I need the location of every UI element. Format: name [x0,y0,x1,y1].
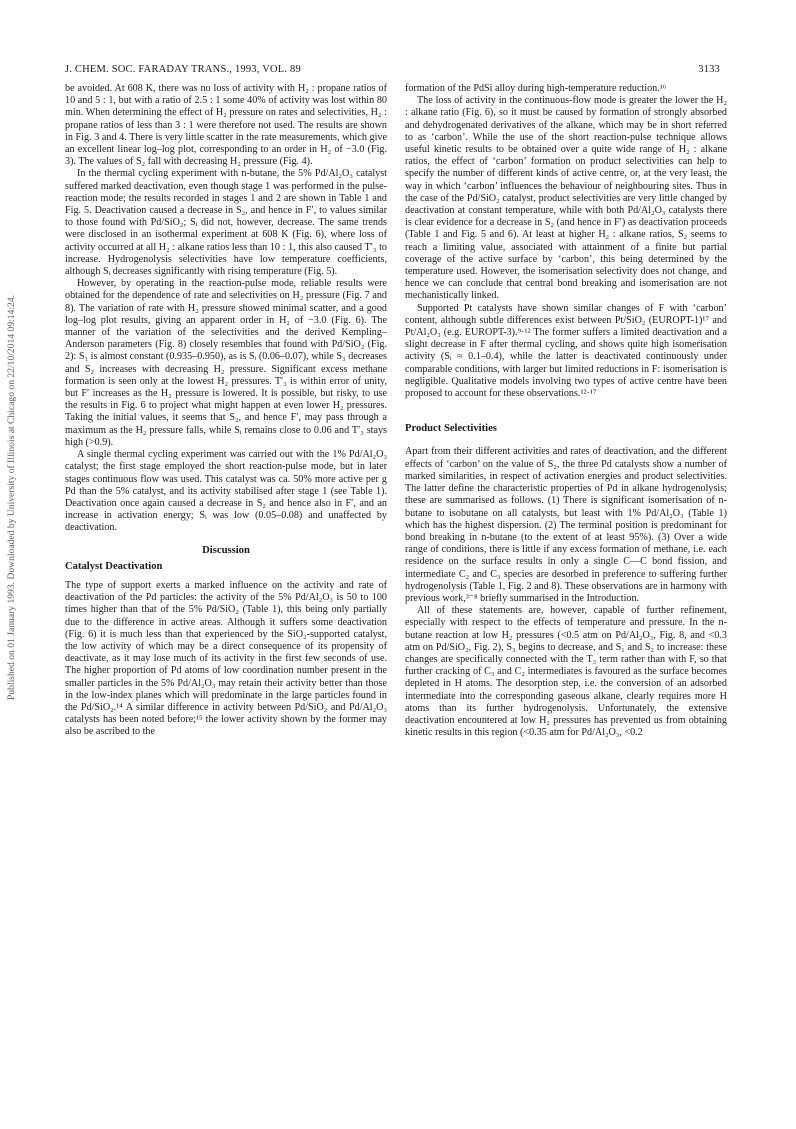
paragraph: The loss of activity in the continuous-flow mode is greater the lower the H₂ : alkane ratio (Fig. 6), so it must be caused by formation of strongly absorbed and dehydrogenated derivatives of the alkane, which may be in short referred to as ‘carbon’. While the use of the short reaction-pulse technique allows useful kinetic results to be obtained over a quite wide range of H₂ : alkane ratios, the effect of ‘carbon’ formation on product selectivities can help to specify the number of different kinds of active centre, or, at the very least, the way in which ‘carbon’ influences the behaviour of neighbouring sites. Thus in the case of the Pd/SiO₂ catalyst, product selectivities are very little changed by deactivation at constant temperature, while with both Pd/Al₂O₃ catalysts there is clear evidence for a decrease in S₂ (and hence in F′) as deactivation proceeds (Table 1 and Fig. 5 and 6). At least at higher H₂ : alkane ratios, S₂ seems to reach a limiting value, associated with attainment of a finite but partial coverage of the active surface by ‘carbon’, this being determined by the temperature used. However, the isomerisation selectivity does not change, and hence we can conclude that central bond breaking and isomerisation are not mechanistically linked. [405,95,727,302]
subsection-heading-catalyst-deactivation: Catalyst Deactivation [65,560,163,572]
paragraph: be avoided. At 608 K, there was no loss of activity with H₂ : propane ratios of 10 and 5 : 1, but with a ratio of 2.5 : 1 some 40% of activity was lost within 80 min. When determining the effect of H₂ pressure on rates and selectivities, H₂ : propane ratios of less than 3 : 1 were therefore not used. The results are shown in Fig. 3 and 4. There is very little scatter in the rate measurements, which give an excellent linear log–log plot, corresponding to an order in H₂ of −3.0 (Fig. 3). The values of S₂ fall with decreasing H₂ pressure (Fig. 4). [65,83,387,168]
download-watermark [4,180,20,700]
running-header [65,64,720,78]
subsection-heading-product-selectivities: Product Selectivities [405,423,497,435]
download-watermark-text: Published on 01 January 1993. Downloaded by University of Illinois at Chicago on 22/10/2014 09:14:24. [6,294,17,700]
left-column [65,83,387,739]
paragraph: A single thermal cycling experiment was carried out with the 1% Pd/Al₂O₃ catalyst; the first stage employed the short reaction-pulse mode, but in later stages continuous flow was used. This catalyst was ca. 50% more active per g Pd than the 5% catalyst, and its activity stabilised after stage 1 (see Table 1). Deactivation once again caused a decrease in S₂ and hence also in F′, and an increase in activation energy; Sᵢ was low (0.05–0.08) and unaffected by deactivation. [65,449,387,534]
section-heading-discussion: Discussion [202,544,250,556]
journal-citation: J. CHEM. SOC. FARADAY TRANS., 1993, VOL. 89 [65,64,301,75]
paragraph: All of these statements are, however, capable of further refinement, especially with respect to the effects of temperature and pressure. In the n-butane reaction at low H₂ pressures (<0.5 atm on Pd/Al₂O₃, Fig. 8, and <0.3 atm on Pd/SiO₂, Fig. 2), S₃ begins to decrease, and S₁ and S₂ to increase: these changes are specifically connected with the T₃ term rather than with F, so that further cracking of C₃ and C₂ intermediates is favoured as the surface becomes depleted in H atoms. The desorption step, i.e. the conversion of an adsorbed intermediate into the corresponding gaseous alkane, clearly requires more H atoms than its further hydrogenolysis. Unfortunately, the extensive deactivation encountered at low H₂ pressures has prevented us from obtaining kinetic results in this region (<0.35 atm for Pd/Al₂O₃, <0.2 [405,605,727,739]
page-number: 3133 [698,64,720,75]
paragraph: formation of the PdSi alloy during high-temperature reduction.¹⁶ [405,83,667,94]
paragraph: The type of support exerts a marked influence on the activity and rate of deactivation of the Pd particles: the activity of the 5% Pd/Al₂O₃ is 50 to 100 times higher than that of the 5% Pd/SiO₂ (Table 1), this being only partially due to the difference in active areas. Although it suffers some deactivation (Fig. 6) it is much less than that experienced by the SiO₂-supported catalyst, the low activity of which may be a direct consequence of its propensity of deactivate, as it may lose much of its activity in the first few seconds of use. The higher proportion of Pd atoms of low coordination number present in the smaller particles in the 5% Pd/Al₂O₃ may retain their activity better than those in the low-index planes which will predominate in the large particles found in the Pd/SiO₂.¹⁴ A similar difference in activity between Pd/SiO₂ and Pd/Al₂O₃ catalysts has been noted before;¹⁵ the lower activity shown by the former may also be ascribed to the [65,579,387,738]
right-column [405,83,727,739]
paragraph: Supported Pt catalysts have shown similar changes of F with ‘carbon’ content, although subtle differences exist between Pt/SiO₂ (EUROPT-1)¹⁷ and Pt/Al₂O₃ (e.g. EUROPT-3).⁹·¹² The former suffers a limited deactivation and a slight decrease in F after thermal cycling, and shows quite high isomerisation activity (Sᵢ ≈ 0.1–0.4), while the latter is deactivated continuously under comparable conditions, with larger but limited reductions in F: isomerisation is negligible. Qualitative models involving two types of active centre have been proposed to account for these observations.¹²·¹⁷ [405,302,727,400]
paragraph: In the thermal cycling experiment with n-butane, the 5% Pd/Al₂O₃ catalyst suffered marked deactivation, even though stage 1 was performed in the pulse-reaction mode; the results recorded in stages 1 and 2 are shown in Table 1 and Fig. 5. Deactivation caused a decrease in S₂, and hence in F′, to values similar to those found with Pd/SiO₂; Sᵢ did not, however, decrease. The same trends were disclosed in an isothermal experiment at 608 K (Fig. 6), where loss of activity occurred at all H₂ : alkane ratios less than 10 : 1, this also caused T′₃ to increase. Hydrogenolysis selectivities have low temperature coefficients, although Sᵢ decreases significantly with rising temperature (Fig. 5). [65,168,387,278]
paragraph: Apart from their different activities and rates of deactivation, and the different effects of ‘carbon’ on the value of S₂, the three Pd catalysts show a number of marked similarities, in respect of activation energies and product selectivities. The latter define the characteristic properties of Pd in alkane hydrogenolysis; these are summarised as follows. (1) There is significant isomerisation of n-butane to isobutane on all catalysts, but least with 1% Pd/Al₂O₃ (Table 1) which has the highest dispersion. (2) The terminal position is predominant for bond breaking in n-butane (to the extent of at least 95%). (3) Over a wide range of conditions, there is little if any excess formation of methane, i.e. each residence on the surface results in only a single C—C bond fission, and intermediate C₂ and C₃ species are desorbed in preference to suffering further hydrogenolysis (Table 1, Fig. 2 and 8). These observations are in harmony with previous work,³⁻⁸ briefly summarised in the Introduction. [405,446,727,604]
paragraph: However, by operating in the reaction-pulse mode, reliable results were obtained for the dependence of rate and selectivities on H₂ pressure (Fig. 7 and 8). The variation of rate with H₂ pressure showed minimal scatter, and a good log–log plot results, giving an apparent order in H₂ of −3.0 (Fig. 6). The manner of the variation of the selectivities and the derived Kempling–Anderson parameters (Fig. 8) closely resembles that found with Pd/SiO₂ (Fig. 2): S₁ is almost constant (0.935–0.950), as is Sᵢ (0.06–0.07), while S₃ decreases and S₂ increases with decreasing H₂ pressure. Significant excess methane formation is seen only at the lowest H₂ pressures. T′₃ is within error of unity, but F′ increases as the H₂ pressure is lowered. It is possible, but risky, to use the results in Fig. 6 to project what might happen at even lower H₂ pressures. Taking the initial values, it seems that S₂, and hence F′, may pass through a maximum as the H₂ pressure falls, while Sᵢ remains close to 0.06 and T′₃ stays high (>0.9). [65,278,387,448]
